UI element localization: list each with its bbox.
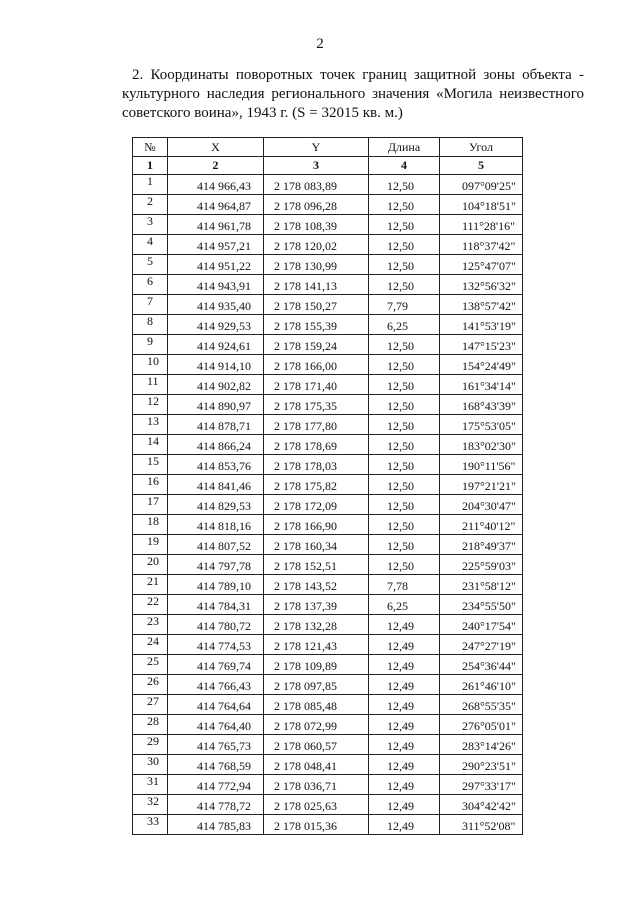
- column-number: 2: [168, 157, 264, 175]
- cell-point-number: 24: [133, 635, 168, 655]
- cell-point-number: 29: [133, 735, 168, 755]
- cell-x: 414 841,46: [168, 475, 264, 495]
- cell-angle: 125°47'07": [440, 255, 523, 275]
- cell-angle: 311°52'08": [440, 815, 523, 835]
- cell-y: 2 178 083,89: [264, 175, 369, 195]
- cell-length: 12,49: [369, 615, 440, 635]
- cell-angle: 183°02'30": [440, 435, 523, 455]
- table-row: [133, 675, 523, 695]
- cell-x: 414 961,78: [168, 215, 264, 235]
- cell-x: 414 768,59: [168, 755, 264, 775]
- cell-length: 12,50: [369, 455, 440, 475]
- table-row: [133, 315, 523, 335]
- cell-y: 2 178 096,28: [264, 195, 369, 215]
- cell-angle: 218°49'37": [440, 535, 523, 555]
- table-row: [133, 615, 523, 635]
- table-row: [133, 175, 523, 195]
- cell-angle: 132°56'32": [440, 275, 523, 295]
- column-number: 4: [369, 157, 440, 175]
- cell-y: 2 178 143,52: [264, 575, 369, 595]
- cell-angle: 154°24'49": [440, 355, 523, 375]
- cell-y: 2 178 150,27: [264, 295, 369, 315]
- cell-angle: 268°55'35": [440, 695, 523, 715]
- cell-point-number: 6: [133, 275, 168, 295]
- column-number: 1: [133, 157, 168, 175]
- cell-point-number: 20: [133, 555, 168, 575]
- cell-angle: 190°11'56": [440, 455, 523, 475]
- table-row: [133, 695, 523, 715]
- table-row: [133, 535, 523, 555]
- cell-angle: 225°59'03": [440, 555, 523, 575]
- table-row: [133, 455, 523, 475]
- cell-length: 12,50: [369, 235, 440, 255]
- cell-y: 2 178 166,00: [264, 355, 369, 375]
- cell-length: 12,50: [369, 475, 440, 495]
- cell-x: 414 765,73: [168, 735, 264, 755]
- cell-x: 414 818,16: [168, 515, 264, 535]
- table-row: [133, 215, 523, 235]
- cell-y: 2 178 175,82: [264, 475, 369, 495]
- cell-length: 12,50: [369, 495, 440, 515]
- table-row: [133, 495, 523, 515]
- cell-length: 12,49: [369, 815, 440, 835]
- cell-angle: 161°34'14": [440, 375, 523, 395]
- cell-point-number: 11: [133, 375, 168, 395]
- cell-y: 2 178 036,71: [264, 775, 369, 795]
- cell-x: 414 785,83: [168, 815, 264, 835]
- cell-y: 2 178 160,34: [264, 535, 369, 555]
- table-row: [133, 235, 523, 255]
- cell-angle: 111°28'16": [440, 215, 523, 235]
- cell-y: 2 178 132,28: [264, 615, 369, 635]
- column-number: 5: [440, 157, 523, 175]
- cell-y: 2 178 060,57: [264, 735, 369, 755]
- cell-length: 12,50: [369, 375, 440, 395]
- cell-point-number: 33: [133, 815, 168, 835]
- table-row: [133, 595, 523, 615]
- column-number-row: [133, 157, 523, 175]
- cell-x: 414 766,43: [168, 675, 264, 695]
- cell-angle: 138°57'42": [440, 295, 523, 315]
- cell-point-number: 2: [133, 195, 168, 215]
- table-header-row: [133, 138, 523, 157]
- table-row: [133, 795, 523, 815]
- cell-length: 12,49: [369, 695, 440, 715]
- cell-x: 414 878,71: [168, 415, 264, 435]
- cell-length: 12,50: [369, 555, 440, 575]
- table-row: [133, 295, 523, 315]
- cell-y: 2 178 177,80: [264, 415, 369, 435]
- cell-length: 12,50: [369, 275, 440, 295]
- cell-point-number: 31: [133, 775, 168, 795]
- table-row: [133, 555, 523, 575]
- cell-angle: 175°53'05": [440, 415, 523, 435]
- cell-length: 12,49: [369, 755, 440, 775]
- header-number: №: [133, 138, 168, 157]
- cell-length: 12,50: [369, 335, 440, 355]
- cell-point-number: 32: [133, 795, 168, 815]
- cell-angle: 097°09'25": [440, 175, 523, 195]
- header-y: Y: [264, 138, 369, 157]
- cell-x: 414 774,53: [168, 635, 264, 655]
- cell-x: 414 829,53: [168, 495, 264, 515]
- cell-angle: 211°40'12": [440, 515, 523, 535]
- cell-y: 2 178 155,39: [264, 315, 369, 335]
- cell-x: 414 797,78: [168, 555, 264, 575]
- cell-point-number: 22: [133, 595, 168, 615]
- cell-angle: 104°18'51": [440, 195, 523, 215]
- cell-length: 12,50: [369, 175, 440, 195]
- cell-length: 12,49: [369, 635, 440, 655]
- cell-y: 2 178 121,43: [264, 635, 369, 655]
- cell-length: 12,50: [369, 415, 440, 435]
- cell-length: 12,50: [369, 395, 440, 415]
- table-row: [133, 355, 523, 375]
- column-number: 3: [264, 157, 369, 175]
- cell-length: 12,49: [369, 775, 440, 795]
- table-row: [133, 335, 523, 355]
- cell-y: 2 178 109,89: [264, 655, 369, 675]
- cell-point-number: 10: [133, 355, 168, 375]
- cell-point-number: 26: [133, 675, 168, 695]
- cell-x: 414 769,74: [168, 655, 264, 675]
- cell-point-number: 14: [133, 435, 168, 455]
- cell-point-number: 16: [133, 475, 168, 495]
- heading-line-1: 2. Координаты поворотных точек границ защитной зоны объекта -: [132, 67, 584, 83]
- cell-y: 2 178 025,63: [264, 795, 369, 815]
- cell-x: 414 902,82: [168, 375, 264, 395]
- cell-y: 2 178 152,51: [264, 555, 369, 575]
- cell-length: 12,49: [369, 795, 440, 815]
- table-row: [133, 735, 523, 755]
- cell-y: 2 178 159,24: [264, 335, 369, 355]
- cell-angle: 240°17'54": [440, 615, 523, 635]
- cell-x: 414 935,40: [168, 295, 264, 315]
- cell-x: 414 764,64: [168, 695, 264, 715]
- header-x: X: [168, 138, 264, 157]
- cell-y: 2 178 172,09: [264, 495, 369, 515]
- cell-point-number: 5: [133, 255, 168, 275]
- cell-angle: 283°14'26": [440, 735, 523, 755]
- cell-x: 414 764,40: [168, 715, 264, 735]
- cell-point-number: 23: [133, 615, 168, 635]
- header-angle: Угол: [440, 138, 523, 157]
- cell-length: 12,50: [369, 515, 440, 535]
- table-row: [133, 775, 523, 795]
- cell-angle: 247°27'19": [440, 635, 523, 655]
- cell-y: 2 178 175,35: [264, 395, 369, 415]
- cell-x: 414 890,97: [168, 395, 264, 415]
- cell-angle: 118°37'42": [440, 235, 523, 255]
- cell-length: 7,79: [369, 295, 440, 315]
- cell-length: 6,25: [369, 315, 440, 335]
- section-heading: [122, 66, 584, 123]
- table-row: [133, 575, 523, 595]
- cell-length: 12,50: [369, 355, 440, 375]
- cell-point-number: 28: [133, 715, 168, 735]
- cell-angle: 234°55'50": [440, 595, 523, 615]
- cell-x: 414 964,87: [168, 195, 264, 215]
- cell-x: 414 966,43: [168, 175, 264, 195]
- cell-y: 2 178 178,03: [264, 455, 369, 475]
- cell-length: 12,50: [369, 435, 440, 455]
- cell-length: 12,49: [369, 735, 440, 755]
- table-row: [133, 475, 523, 495]
- cell-length: 12,49: [369, 715, 440, 735]
- table-row: [133, 275, 523, 295]
- cell-point-number: 4: [133, 235, 168, 255]
- cell-length: 7,78: [369, 575, 440, 595]
- cell-point-number: 7: [133, 295, 168, 315]
- cell-angle: 297°33'17": [440, 775, 523, 795]
- table-row: [133, 635, 523, 655]
- cell-angle: 304°42'42": [440, 795, 523, 815]
- cell-length: 6,25: [369, 595, 440, 615]
- cell-angle: 204°30'47": [440, 495, 523, 515]
- cell-point-number: 1: [133, 175, 168, 195]
- cell-length: 12,50: [369, 195, 440, 215]
- table-row: [133, 375, 523, 395]
- cell-x: 414 929,53: [168, 315, 264, 335]
- cell-x: 414 778,72: [168, 795, 264, 815]
- header-length: Длина: [369, 138, 440, 157]
- cell-angle: 231°58'12": [440, 575, 523, 595]
- cell-point-number: 27: [133, 695, 168, 715]
- cell-point-number: 18: [133, 515, 168, 535]
- table-row: [133, 435, 523, 455]
- cell-y: 2 178 108,39: [264, 215, 369, 235]
- cell-point-number: 19: [133, 535, 168, 555]
- cell-x: 414 957,21: [168, 235, 264, 255]
- table-row: [133, 255, 523, 275]
- cell-length: 12,50: [369, 255, 440, 275]
- coordinates-table: [132, 137, 523, 835]
- cell-point-number: 12: [133, 395, 168, 415]
- cell-x: 414 772,94: [168, 775, 264, 795]
- cell-x: 414 789,10: [168, 575, 264, 595]
- cell-y: 2 178 097,85: [264, 675, 369, 695]
- cell-y: 2 178 072,99: [264, 715, 369, 735]
- table-row: [133, 395, 523, 415]
- cell-y: 2 178 048,41: [264, 755, 369, 775]
- cell-x: 414 807,52: [168, 535, 264, 555]
- cell-angle: 276°05'01": [440, 715, 523, 735]
- cell-x: 414 914,10: [168, 355, 264, 375]
- cell-y: 2 178 166,90: [264, 515, 369, 535]
- cell-point-number: 8: [133, 315, 168, 335]
- cell-y: 2 178 120,02: [264, 235, 369, 255]
- cell-angle: 261°46'10": [440, 675, 523, 695]
- cell-length: 12,49: [369, 655, 440, 675]
- page-number: 2: [316, 36, 324, 52]
- cell-angle: 147°15'23": [440, 335, 523, 355]
- cell-x: 414 784,31: [168, 595, 264, 615]
- cell-y: 2 178 130,99: [264, 255, 369, 275]
- cell-angle: 197°21'21": [440, 475, 523, 495]
- table-row: [133, 195, 523, 215]
- cell-y: 2 178 171,40: [264, 375, 369, 395]
- table-row: [133, 655, 523, 675]
- cell-point-number: 25: [133, 655, 168, 675]
- heading-line-2: культурного наследия регионального значения «Могила неизвестного: [122, 86, 584, 102]
- cell-point-number: 3: [133, 215, 168, 235]
- cell-angle: 141°53'19": [440, 315, 523, 335]
- cell-x: 414 780,72: [168, 615, 264, 635]
- cell-y: 2 178 015,36: [264, 815, 369, 835]
- cell-x: 414 924,61: [168, 335, 264, 355]
- cell-point-number: 15: [133, 455, 168, 475]
- cell-point-number: 17: [133, 495, 168, 515]
- cell-point-number: 9: [133, 335, 168, 355]
- cell-point-number: 21: [133, 575, 168, 595]
- table-row: [133, 715, 523, 735]
- table-row: [133, 515, 523, 535]
- cell-length: 12,50: [369, 535, 440, 555]
- cell-point-number: 13: [133, 415, 168, 435]
- cell-x: 414 951,22: [168, 255, 264, 275]
- cell-y: 2 178 141,13: [264, 275, 369, 295]
- cell-point-number: 30: [133, 755, 168, 775]
- cell-x: 414 853,76: [168, 455, 264, 475]
- cell-y: 2 178 137,39: [264, 595, 369, 615]
- table-row: [133, 815, 523, 835]
- cell-length: 12,50: [369, 215, 440, 235]
- cell-y: 2 178 085,48: [264, 695, 369, 715]
- cell-length: 12,49: [369, 675, 440, 695]
- cell-angle: 290°23'51": [440, 755, 523, 775]
- table-row: [133, 755, 523, 775]
- cell-angle: 254°36'44": [440, 655, 523, 675]
- table-row: [133, 415, 523, 435]
- heading-line-3: советского воина», 1943 г. (S = 32015 кв. м.): [122, 105, 403, 121]
- cell-x: 414 943,91: [168, 275, 264, 295]
- cell-x: 414 866,24: [168, 435, 264, 455]
- cell-y: 2 178 178,69: [264, 435, 369, 455]
- cell-angle: 168°43'39": [440, 395, 523, 415]
